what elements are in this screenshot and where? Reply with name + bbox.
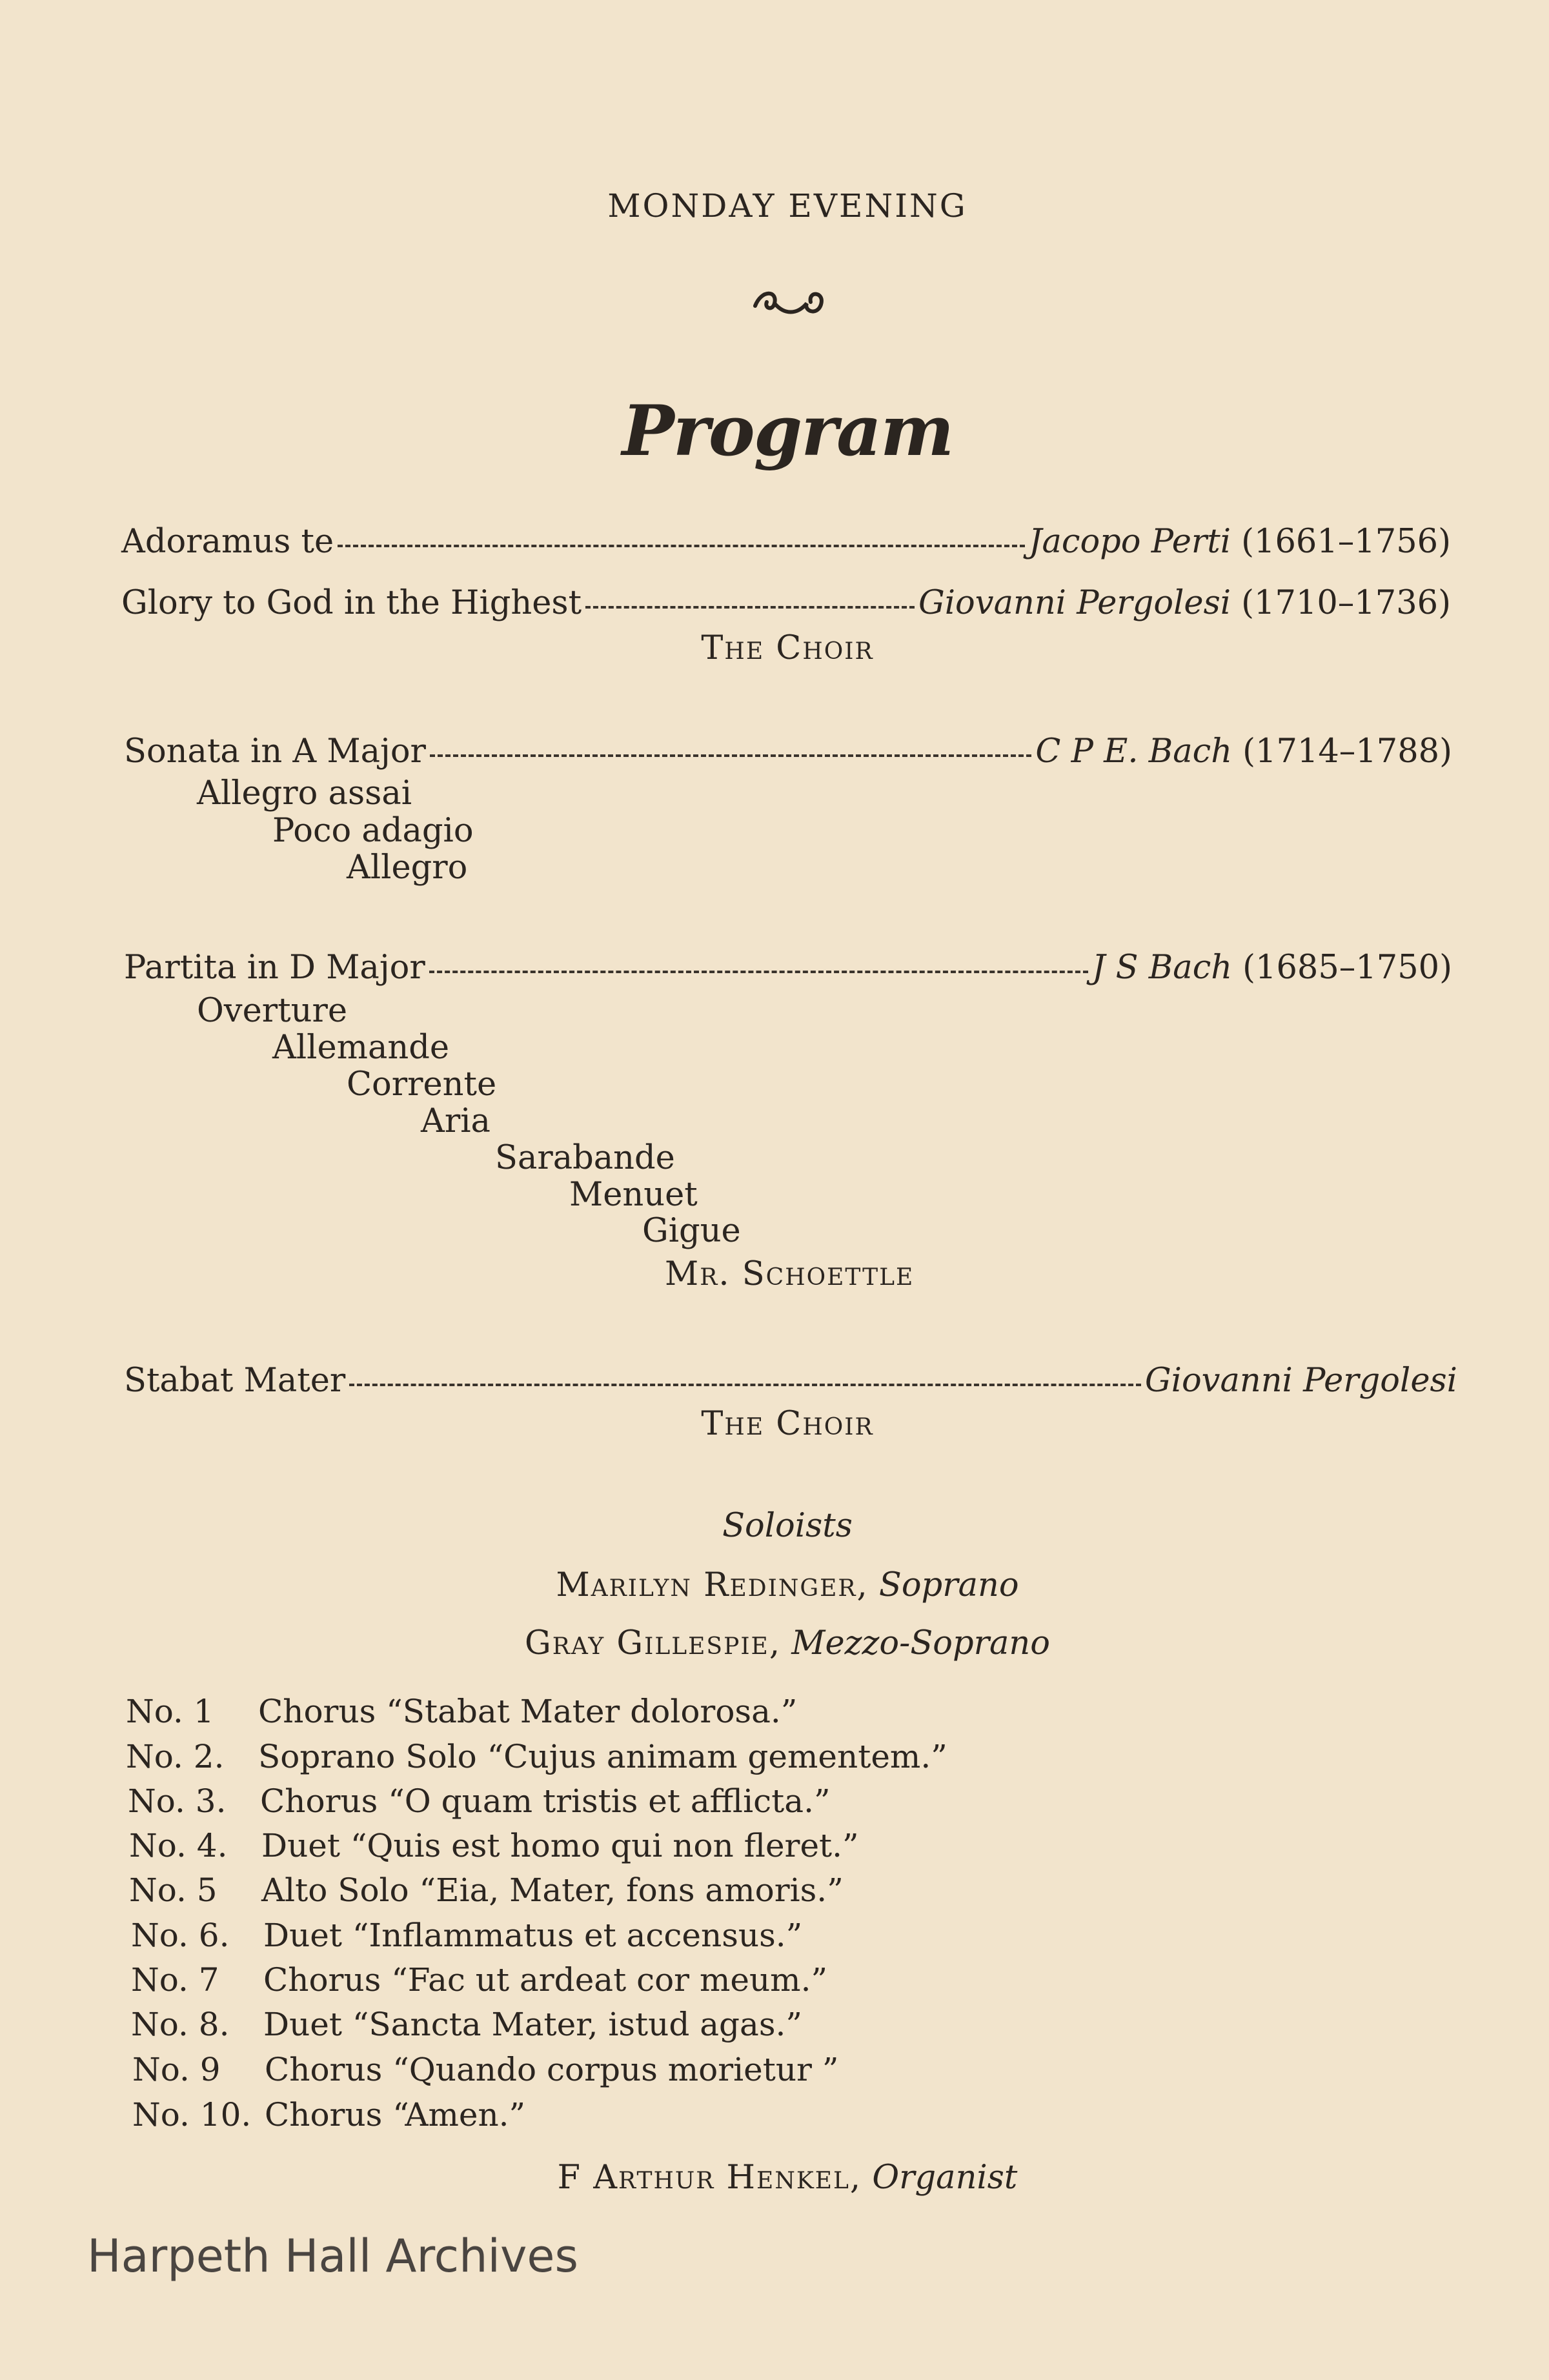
movement: Sarabande — [495, 1139, 675, 1177]
piece-row — [124, 949, 1452, 987]
soloist-voice: Mezzo-Soprano — [791, 1624, 1050, 1662]
movement: Aria — [421, 1102, 491, 1140]
movement: Poco adagio — [272, 812, 474, 850]
number-row — [132, 2096, 525, 2133]
piece-composer: Giovanni Pergolesi — [918, 584, 1231, 622]
number-text: Chorus “Amen.” — [265, 2096, 526, 2133]
soloists-heading: Soloists — [722, 1507, 853, 1545]
piece-dates: (1661–1756) — [1241, 523, 1451, 561]
number-text: Chorus “Stabat Mater dolorosa.” — [258, 1693, 798, 1730]
piece-title: Glory to God in the Highest — [121, 584, 582, 622]
performer-label: Mr. Schoettle — [665, 1255, 915, 1293]
number-row — [126, 1738, 947, 1775]
number-row — [129, 1827, 859, 1864]
piece-row — [121, 523, 1451, 561]
piece-composer: C P E. Bach — [1035, 732, 1233, 771]
number-text: Soprano Solo “Cujus animam gementem.” — [258, 1738, 947, 1775]
movement: Allegro — [347, 849, 468, 887]
piece-row — [124, 732, 1452, 771]
archive-watermark: Harpeth Hall Archives — [87, 2230, 578, 2283]
number-row — [131, 1961, 827, 1999]
number-text: Duet “Inflammatus et accensus.” — [263, 1917, 803, 1954]
soloist — [0, 1566, 1549, 1604]
piece-dates: (1710–1736) — [1241, 584, 1451, 622]
movement: Overture — [197, 992, 348, 1030]
performer-label: The Choir — [701, 1405, 874, 1443]
number-label: No. 4. — [129, 1827, 228, 1864]
piece-dates: (1714–1788) — [1242, 732, 1452, 771]
leader-dots — [585, 606, 915, 609]
number-label: No. 3. — [128, 1782, 227, 1820]
soloist — [0, 1624, 1549, 1662]
number-text: Chorus “Fac ut ardeat cor meum.” — [263, 1961, 828, 1999]
leader-dots — [429, 971, 1088, 973]
piece-row — [124, 1362, 1457, 1400]
movement: Corrente — [347, 1065, 497, 1104]
piece-composer: Giovanni Pergolesi — [1144, 1362, 1457, 1400]
number-label: No. 6. — [131, 1917, 230, 1954]
leader-dots — [338, 545, 1025, 547]
number-label: No. 1 — [126, 1693, 214, 1730]
movement: Gigue — [642, 1212, 741, 1250]
movement: Menuet — [569, 1176, 698, 1214]
number-text: Chorus “O quam tristis et afflicta.” — [260, 1782, 831, 1820]
page-heading: MONDAY EVENING — [607, 187, 967, 225]
number-row — [129, 1871, 844, 1909]
number-label: No. 9 — [132, 2051, 221, 2088]
organist-credit — [0, 2159, 1549, 2197]
piece-title: Sonata in A Major — [124, 732, 426, 771]
number-label: No. 10. — [132, 2096, 252, 2133]
leader-dots — [349, 1384, 1141, 1386]
program-title: Program — [622, 390, 953, 472]
piece-composer: Jacopo Perti — [1029, 523, 1231, 561]
soloist-voice: Soprano — [878, 1566, 1019, 1604]
number-row — [128, 1782, 831, 1820]
number-row — [131, 1917, 802, 1954]
performer-label: The Choir — [701, 629, 874, 667]
soloist-name: Marilyn Redinger, — [556, 1566, 869, 1604]
piece-composer: J S Bach — [1092, 949, 1233, 987]
number-label: No. 2. — [126, 1738, 225, 1775]
number-text: Duet “Sancta Mater, istud agas.” — [263, 2006, 802, 2043]
piece-row — [121, 584, 1451, 622]
number-text: Alto Solo “Eia, Mater, fons amoris.” — [261, 1871, 844, 1909]
movement: Allegro assai — [197, 774, 412, 812]
number-row — [126, 1693, 797, 1730]
organist-role: Organist — [872, 2159, 1018, 2197]
number-row — [132, 2051, 838, 2088]
number-text: Duet “Quis est homo qui non fleret.” — [261, 1827, 859, 1864]
piece-dates: (1685–1750) — [1242, 949, 1452, 987]
leader-dots — [430, 754, 1031, 757]
number-row — [131, 2006, 802, 2043]
soloist-name: Gray Gillespie, — [525, 1624, 782, 1662]
movement: Allemande — [272, 1029, 450, 1067]
number-label: No. 5 — [129, 1871, 218, 1909]
piece-title: Partita in D Major — [124, 949, 425, 987]
number-text: Chorus “Quando corpus morietur ” — [265, 2051, 839, 2088]
number-label: No. 7 — [131, 1961, 219, 1999]
organist-name: F Arthur Henkel, — [557, 2159, 862, 2197]
piece-title: Stabat Mater — [124, 1362, 346, 1400]
number-label: No. 8. — [131, 2006, 230, 2043]
piece-title: Adoramus te — [121, 523, 334, 561]
scroll-ornament-icon — [749, 283, 833, 324]
